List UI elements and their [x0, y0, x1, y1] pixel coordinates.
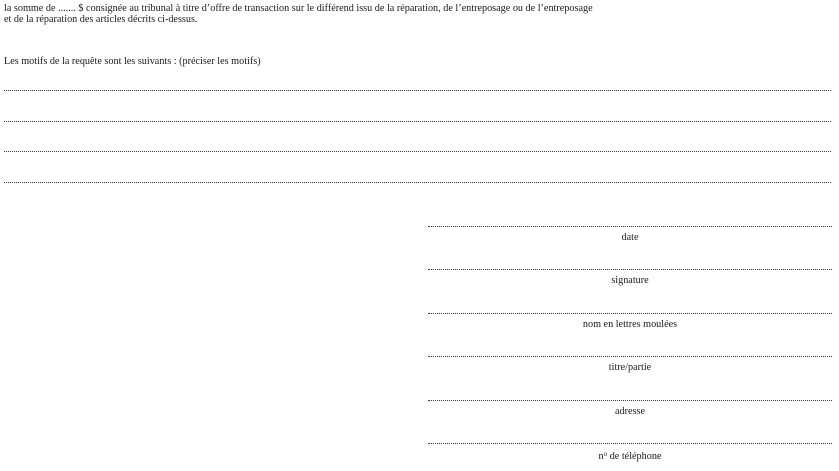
- motif-line-3[interactable]: [4, 151, 831, 152]
- phone-field[interactable]: [428, 443, 832, 444]
- name-caption: nom en lettres moulées: [582, 319, 678, 330]
- intro-line-1: la somme de ....... $ consignée au tribunal à titre d’offre de transaction sur le différend issu de la réparation, de l’entreposage ou de l’entreposage: [4, 3, 593, 14]
- motif-line-2[interactable]: [4, 121, 831, 122]
- address-field[interactable]: [428, 400, 832, 401]
- title-field[interactable]: [428, 356, 832, 357]
- phone-prefix: n: [598, 451, 604, 462]
- motif-line-1[interactable]: [4, 90, 831, 91]
- motifs-label: Les motifs de la requête sont les suivants : (préciser les motifs): [4, 56, 261, 67]
- signature-caption: signature: [611, 275, 649, 286]
- signature-field[interactable]: [428, 269, 832, 270]
- phone-sup: o: [603, 450, 608, 458]
- title-caption: titre/partie: [608, 362, 652, 373]
- phone-rest: de téléphone: [607, 451, 662, 462]
- address-caption: adresse: [615, 406, 645, 417]
- date-caption: date: [621, 232, 639, 243]
- phone-caption: [428, 449, 832, 462]
- motif-line-4[interactable]: [4, 182, 831, 183]
- date-field[interactable]: [428, 226, 832, 227]
- intro-line-2: et de la réparation des articles décrits ci-dessus.: [4, 14, 198, 25]
- name-field[interactable]: [428, 313, 832, 314]
